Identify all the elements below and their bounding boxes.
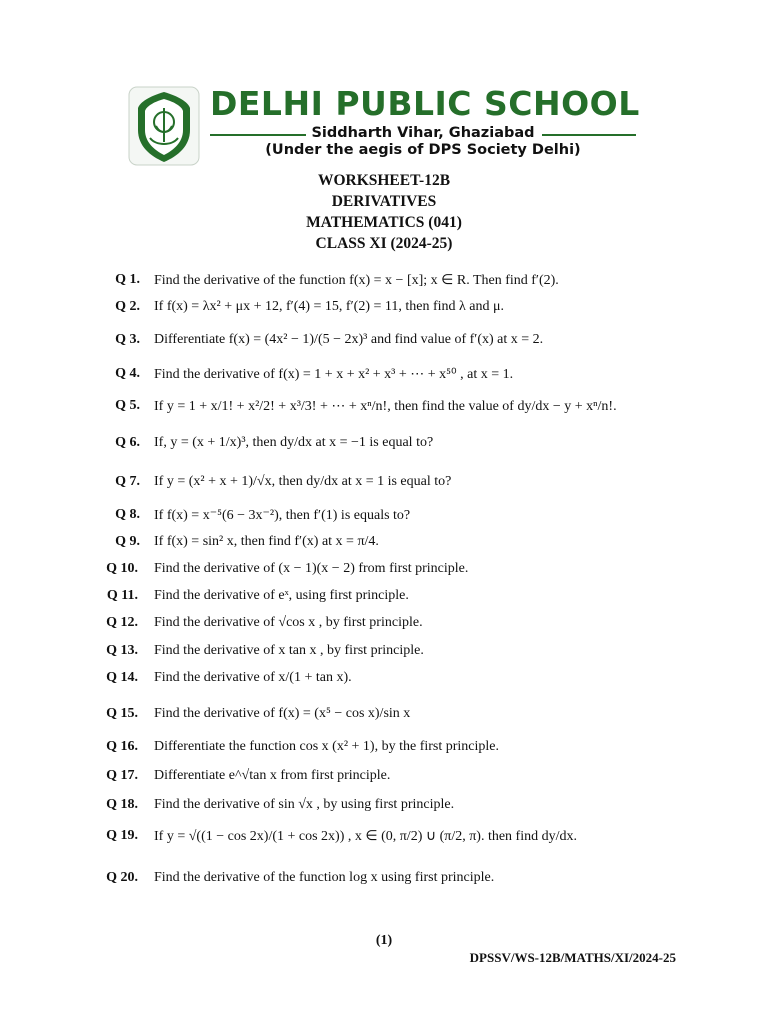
question-number: Q 18. [106, 797, 138, 812]
question-text: Find the derivative of sin √x , by using first principle. [154, 797, 455, 812]
question-number: Q 10. [106, 561, 138, 576]
topic-title: DERIVATIVES [331, 193, 437, 210]
question-text: Find the derivative of eˣ, using first principle. [154, 588, 409, 603]
page-number: (1) [375, 933, 393, 948]
document-code: DPSSV/WS-12B/MATHS/XI/2024-25 [469, 950, 676, 965]
question-number: Q 5. [115, 398, 140, 413]
question-text: If y = (x² + x + 1)/√x, then dy/dx at x = 1 is equal to? [154, 474, 452, 489]
question-text: Differentiate f(x) = (4x² − 1)/(5 − 2x)³ and find value of f′(x) at x = 2. [154, 332, 544, 347]
question-number: Q 11. [106, 588, 138, 603]
question-text: If f(x) = λx² + μx + 12, f′(4) = 15, f′(2) = 11, then find λ and μ. [154, 299, 505, 314]
question-text: If y = √((1 − cos 2x)/(1 + cos 2x)) , x ∈ (0, π/2) ∪ (π/2, π). then find dy/dx. [154, 829, 578, 844]
question-text: Find the derivative of x tan x , by first principle. [154, 643, 424, 658]
question-number: Q 13. [106, 643, 138, 658]
question-number: Q 16. [106, 739, 138, 754]
question-text: Find the derivative of the function log x using first principle. [154, 870, 495, 885]
question-text: Find the derivative of x/(1 + tan x). [154, 670, 352, 685]
question-number: Q 19. [106, 828, 138, 843]
question-text: If f(x) = sin² x, then find f′(x) at x = π/4. [154, 534, 379, 549]
question-text: If y = 1 + x/1! + x²/2! + x³/3! + ⋯ + xⁿ/n!, then find the value of dy/dx − y + xⁿ/n!. [154, 399, 617, 414]
question-text: Find the derivative of the function f(x) = x − [x]; x ∈ R. Then find f′(2). [154, 273, 559, 288]
question-number: Q 3. [115, 332, 140, 347]
question-text: Differentiate e^√tan x from first principle. [154, 768, 391, 783]
worksheet-titles [0, 170, 768, 254]
question-number: Q 17. [106, 768, 138, 783]
question-text: Find the derivative of f(x) = (x⁵ − cos x)/sin x [154, 706, 411, 721]
school-name: DELHI PUBLIC SCHOOL [210, 84, 640, 123]
subject-title: MATHEMATICS (041) [306, 214, 462, 231]
question-number: Q 1. [115, 272, 140, 287]
aegis-line: (Under the aegis of DPS Society Delhi) [265, 142, 581, 158]
question-number: Q 7. [115, 474, 140, 489]
dps-crest-logo-icon [128, 86, 200, 166]
question-text: Find the derivative of (x − 1)(x − 2) from first principle. [154, 561, 469, 576]
branch-line [210, 124, 636, 144]
question-text: If f(x) = x⁻⁵(6 − 3x⁻²), then f′(1) is equals to? [154, 508, 411, 523]
question-text: Find the derivative of f(x) = 1 + x + x² + x³ + ⋯ + x⁵⁰ , at x = 1. [154, 367, 514, 382]
divider [542, 134, 636, 136]
branch-name: Siddharth Vihar, Ghaziabad [311, 125, 535, 141]
question-number: Q 15. [106, 706, 138, 721]
question-text: Find the derivative of √cos x , by first principle. [154, 615, 423, 630]
question-number: Q 8. [115, 507, 140, 522]
worksheet-number: WORKSHEET-12B [317, 172, 451, 189]
class-title: CLASS XI (2024-25) [315, 235, 453, 252]
question-number: Q 20. [106, 870, 138, 885]
school-header [128, 86, 648, 166]
question-number: Q 9. [115, 534, 140, 549]
question-number: Q 2. [115, 299, 140, 314]
question-number: Q 4. [115, 366, 140, 381]
question-number: Q 6. [115, 435, 140, 450]
question-number: Q 12. [106, 615, 138, 630]
question-text: If, y = (x + 1/x)³, then dy/dx at x = −1 is equal to? [154, 435, 434, 450]
question-number: Q 14. [106, 670, 138, 685]
question-text: Differentiate the function cos x (x² + 1), by the first principle. [154, 739, 500, 754]
